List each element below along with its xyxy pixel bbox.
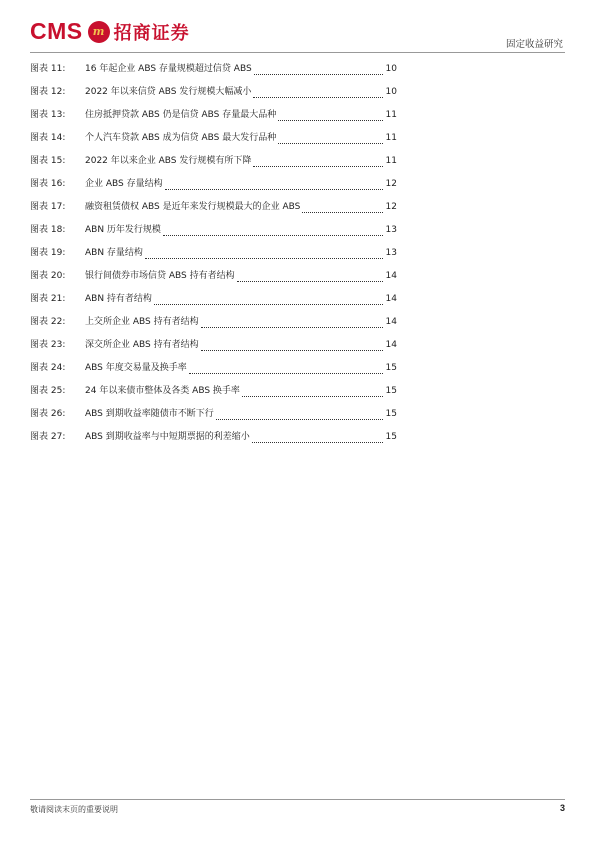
dot-leader: [201, 350, 383, 351]
figure-label: 图表 16:: [30, 179, 66, 189]
figure-label: 图表 11:: [30, 64, 66, 74]
dot-leader: [242, 396, 383, 397]
header-divider: [30, 52, 565, 53]
figure-page-number: 12: [385, 179, 397, 189]
figure-list: [30, 61, 397, 452]
dot-leader: [254, 74, 383, 75]
figure-page-number: 14: [385, 294, 397, 304]
figure-page-number: 14: [385, 340, 397, 350]
figure-page-number: 10: [385, 87, 397, 97]
dot-leader: [154, 304, 383, 305]
figure-label: 图表 13:: [30, 110, 66, 120]
logo-chinese-name: 招商证券: [113, 22, 190, 44]
figure-list-entry[interactable]: [30, 176, 397, 199]
figure-label: 图表 27:: [30, 432, 66, 442]
figure-label: 图表 20:: [30, 271, 66, 281]
figure-label: 图表 14:: [30, 133, 66, 143]
section-title: 固定收益研究: [505, 39, 563, 50]
figure-title: 企业 ABS 存量结构: [85, 179, 163, 189]
figure-list-entry[interactable]: [30, 291, 397, 314]
figure-list-entry[interactable]: [30, 429, 397, 452]
figure-list-entry[interactable]: [30, 268, 397, 291]
footer-disclaimer: 敬请阅读末页的重要说明: [30, 805, 118, 814]
dot-leader: [201, 327, 383, 328]
figure-list-entry[interactable]: [30, 314, 397, 337]
figure-page-number: 15: [385, 363, 397, 373]
figure-label: 图表 23:: [30, 340, 66, 350]
figure-page-number: 11: [385, 156, 397, 166]
figure-title: 2022 年以来信贷 ABS 发行规模大幅减小: [85, 87, 252, 97]
dot-leader: [252, 442, 383, 443]
figure-label: 图表 25:: [30, 386, 66, 396]
figure-label: 图表 17:: [30, 202, 66, 212]
figure-page-number: 11: [385, 133, 397, 143]
figure-label: 图表 22:: [30, 317, 66, 327]
dot-leader: [189, 373, 383, 374]
logo-wordmark: CMS: [30, 18, 83, 44]
figure-title: 住房抵押贷款 ABS 仍是信贷 ABS 存量最大品种: [85, 110, 277, 120]
figure-label: 图表 19:: [30, 248, 66, 258]
figure-list-entry[interactable]: [30, 406, 397, 429]
figure-label: 图表 15:: [30, 156, 66, 166]
dot-leader: [216, 419, 383, 420]
figure-list-entry[interactable]: [30, 337, 397, 360]
figure-page-number: 14: [385, 317, 397, 327]
figure-title: 个人汽车贷款 ABS 成为信贷 ABS 最大发行品种: [85, 133, 277, 143]
figure-page-number: 12: [385, 202, 397, 212]
figure-label: 图表 21:: [30, 294, 66, 304]
figure-title: ABS 年度交易量及换手率: [85, 363, 187, 373]
figure-page-number: 15: [385, 409, 397, 419]
dot-leader: [278, 143, 383, 144]
figure-page-number: 14: [385, 271, 397, 281]
dot-leader: [253, 166, 383, 167]
figure-title: 24 年以来债市整体及各类 ABS 换手率: [85, 386, 240, 396]
logo-badge-icon: m: [88, 21, 110, 43]
figure-title: 上交所企业 ABS 持有者结构: [85, 317, 199, 327]
figure-title: ABN 存量结构: [85, 248, 143, 258]
dot-leader: [163, 235, 383, 236]
figure-list-entry[interactable]: [30, 153, 397, 176]
figure-page-number: 10: [385, 64, 397, 74]
figure-list-entry[interactable]: [30, 84, 397, 107]
figure-list-entry[interactable]: [30, 222, 397, 245]
page-number: 3: [559, 803, 565, 813]
figure-list-entry[interactable]: [30, 107, 397, 130]
figure-label: 图表 18:: [30, 225, 66, 235]
figure-list-entry[interactable]: [30, 245, 397, 268]
dot-leader: [165, 189, 383, 190]
page-header: [30, 14, 565, 50]
figure-page-number: 15: [385, 432, 397, 442]
dot-leader: [145, 258, 383, 259]
figure-title: ABS 到期收益率与中短期票据的利差缩小: [85, 432, 250, 442]
figure-label: 图表 24:: [30, 363, 66, 373]
figure-title: ABS 到期收益率随债市不断下行: [85, 409, 214, 419]
dot-leader: [302, 212, 383, 213]
figure-page-number: 11: [385, 110, 397, 120]
figure-page-number: 15: [385, 386, 397, 396]
figure-page-number: 13: [385, 225, 397, 235]
dot-leader: [253, 97, 383, 98]
figure-list-entry[interactable]: [30, 130, 397, 153]
figure-label: 图表 12:: [30, 87, 66, 97]
figure-page-number: 13: [385, 248, 397, 258]
figure-list-entry[interactable]: [30, 383, 397, 406]
figure-list-entry[interactable]: [30, 199, 397, 222]
figure-title: 2022 年以来企业 ABS 发行规模有所下降: [85, 156, 252, 166]
figure-title: 16 年起企业 ABS 存量规模超过信贷 ABS: [85, 64, 252, 74]
figure-title: ABN 历年发行规模: [85, 225, 161, 235]
figure-title: 银行间债券市场信贷 ABS 持有者结构: [85, 271, 235, 281]
figure-title: 深交所企业 ABS 持有者结构: [85, 340, 199, 350]
dot-leader: [278, 120, 383, 121]
dot-leader: [237, 281, 383, 282]
figure-list-entry[interactable]: [30, 360, 397, 383]
figure-title: 融资租赁债权 ABS 是近年来发行规模最大的企业 ABS: [85, 202, 301, 212]
figure-label: 图表 26:: [30, 409, 66, 419]
figure-list-entry[interactable]: [30, 61, 397, 84]
cms-logo: [30, 18, 190, 45]
figure-title: ABN 持有者结构: [85, 294, 152, 304]
footer-divider: [30, 799, 565, 800]
